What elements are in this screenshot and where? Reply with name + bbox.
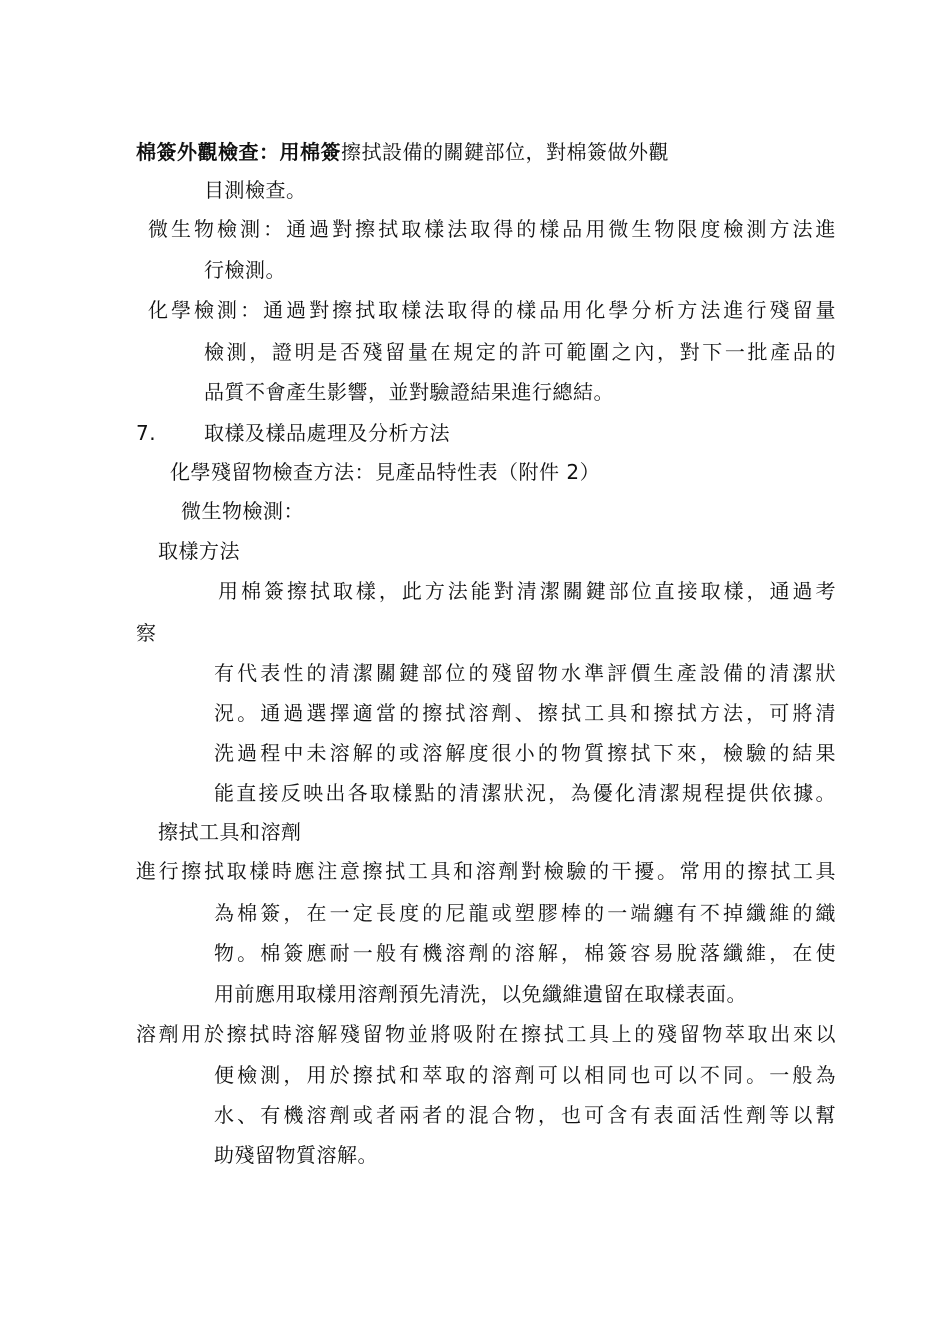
chem-test-line-1: 化學檢測：通過對擦拭取樣法取得的樣品用化學分析方法進行殘留量 — [148, 298, 836, 322]
tools-para-line-1: 進行擦拭取樣時應注意擦拭工具和溶劑對檢驗的干擾。常用的擦拭工具 — [136, 859, 836, 883]
swab-visual-rest: 擦拭設備的關鍵部位，對棉簽做外觀 — [341, 140, 669, 164]
sampling-para-line-4: 況。通過選擇適當的擦拭溶劑、擦拭工具和擦拭方法，可將清 — [214, 701, 836, 725]
sampling-para-line-6: 能直接反映出各取樣點的清潔狀況，為優化清潔規程提供依據。 — [214, 781, 836, 805]
chem-residue-method: 化學殘留物檢查方法：見產品特性表（附件 2） — [170, 460, 601, 484]
sampling-para-line-2: 察 — [136, 621, 157, 645]
sampling-para-line-5: 洗過程中未溶解的或溶解度很小的物質擦拭下來，檢驗的結果 — [214, 741, 836, 765]
solvent-para-line-4: 助殘留物質溶解。 — [214, 1143, 378, 1167]
micro-test-line-2: 行檢測。 — [204, 258, 286, 282]
micro-test-line-1: 微生物檢測：通過對擦拭取樣法取得的樣品用微生物限度檢測方法進 — [148, 217, 836, 241]
chem-test-line-3: 品質不會產生影響，並對驗證結果進行總結。 — [204, 380, 614, 404]
section-title: 取樣及樣品處理及分析方法 — [204, 421, 450, 445]
tools-para-line-2: 為棉簽，在一定長度的尼龍或塑膠棒的一端纏有不掉纖維的織 — [214, 901, 836, 925]
sampling-method-heading: 取樣方法 — [158, 539, 240, 563]
swab-visual-lead: 棉簽外觀檢查：用棉簽 — [136, 140, 341, 164]
solvent-para-line-1: 溶劑用於擦拭時溶解殘留物並將吸附在擦拭工具上的殘留物萃取出來以 — [136, 1022, 836, 1046]
tools-para-line-4: 用前應用取樣用溶劑預先清洗，以免纖維遺留在取樣表面。 — [214, 982, 747, 1006]
swab-visual-line — [136, 138, 669, 166]
chem-test-line-2: 檢測，證明是否殘留量在規定的許可範圍之內，對下一批產品的 — [204, 340, 836, 364]
section-number: 7. — [136, 421, 157, 445]
micro-detect: 微生物檢測： — [181, 499, 304, 523]
solvent-para-line-3: 水、有機溶劑或者兩者的混合物，也可含有表面活性劑等以幫 — [214, 1103, 836, 1127]
solvent-para-line-2: 便檢測，用於擦拭和萃取的溶劑可以相同也可以不同。一般為 — [214, 1063, 836, 1087]
sampling-para-line-1: 用棉簽擦拭取樣，此方法能對清潔關鍵部位直接取樣，通過考 — [218, 579, 836, 603]
tools-heading: 擦拭工具和溶劑 — [158, 820, 302, 844]
tools-para-line-3: 物。棉簽應耐一般有機溶劑的溶解，棉簽容易脫落纖維，在使 — [214, 941, 836, 965]
sampling-para-line-3: 有代表性的清潔關鍵部位的殘留物水準評價生產設備的清潔狀 — [214, 661, 836, 685]
swab-visual-cont: 目測檢查。 — [204, 178, 307, 202]
